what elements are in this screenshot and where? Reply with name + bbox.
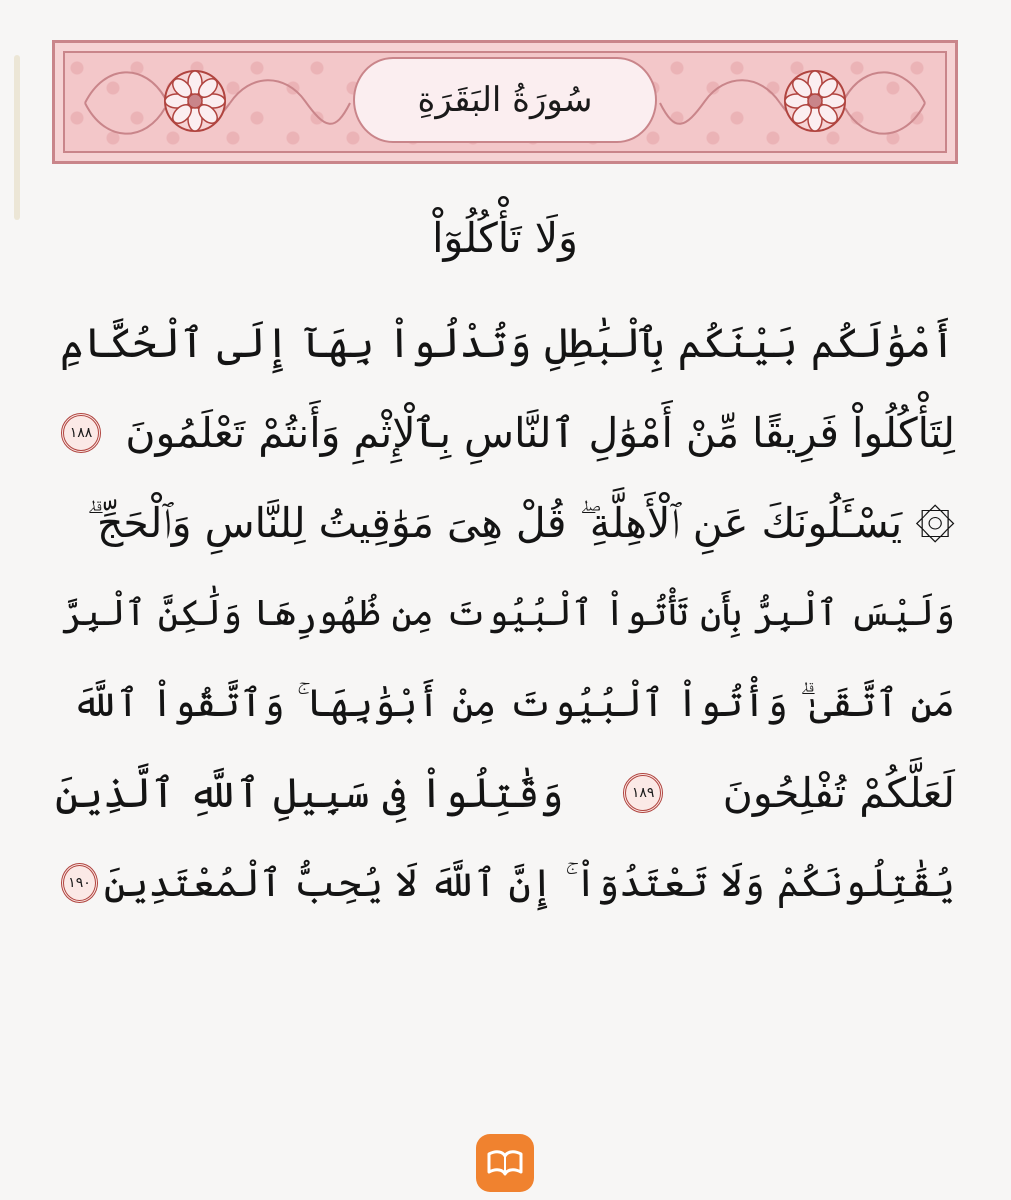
verse-line[interactable] [55, 178, 955, 298]
verse-text: وَلَا تَأْكُلُوٓاْ [432, 214, 578, 262]
verse-line[interactable] [55, 298, 955, 388]
verse-text: وَلَيْسَ ٱلْبِرُّ بِأَن تَأْتُواْ ٱلْبُيُوتَ مِن ظُهُورِهَا وَلَٰكِنَّ ٱلْبِرَّ [61, 592, 955, 634]
rosette-icon [785, 71, 845, 131]
verse-block [55, 178, 955, 928]
verse-line[interactable] [55, 568, 955, 658]
scroll-indicator[interactable] [14, 55, 20, 220]
verse-line[interactable] [55, 838, 955, 928]
verse-line[interactable] [55, 388, 955, 478]
ayah-number-marker[interactable]: ١٨٨ [61, 413, 101, 453]
verse-text: يُقَٰتِلُونَكُمْ وَلَا تَعْتَدُوٓاْ ۚ إِنَّ ٱللَّهَ لَا يُحِبُّ ٱلْمُعْتَدِينَ [103, 860, 955, 905]
verse-line[interactable] [55, 658, 955, 748]
verse-line[interactable] [55, 478, 955, 568]
title-cartouche [353, 57, 657, 143]
ayah-number-marker[interactable]: ١٩٠ [61, 863, 98, 903]
app-menu-button[interactable] [476, 1134, 534, 1192]
verse-text: لِتَأْكُلُواْ فَرِيقًا مِّنْ أَمْوَٰلِ ٱلنَّاسِ بِٱلْإِثْمِ وَأَنتُمْ تَعْلَمُونَ [125, 409, 955, 457]
surah-header [52, 40, 958, 164]
ayah-number-marker[interactable]: ١٨٩ [623, 773, 663, 813]
verse-text: أَمْوَٰلَكُم بَيْنَكُم بِٱلْبَٰطِلِ وَتُدْلُواْ بِهَآ إِلَى ٱلْحُكَّامِ [60, 319, 955, 367]
verse-text: وَقَٰتِلُواْ فِى سَبِيلِ ٱللَّهِ ٱلَّذِينَ [55, 769, 564, 817]
surah-title: سُورَةُ البَقَرَةِ [417, 80, 593, 120]
verse-text: ۞ يَسْـَٔلُونَكَ عَنِ ٱلْأَهِلَّةِ ۖ قُلْ هِىَ مَوَٰقِيتُ لِلنَّاسِ وَٱلْحَجِّ ۗ [86, 498, 955, 547]
verse-text: مَنِ ٱتَّقَىٰ ۗ وَأْتُواْ ٱلْبُيُوتَ مِنْ أَبْوَٰبِهَا ۚ وَٱتَّقُواْ ٱللَّهَ [72, 680, 955, 725]
rosette-icon [165, 71, 225, 131]
open-book-icon [485, 1148, 525, 1178]
verse-text: لَعَلَّكُمْ تُفْلِحُونَ [722, 769, 955, 817]
verse-line[interactable] [55, 748, 955, 838]
